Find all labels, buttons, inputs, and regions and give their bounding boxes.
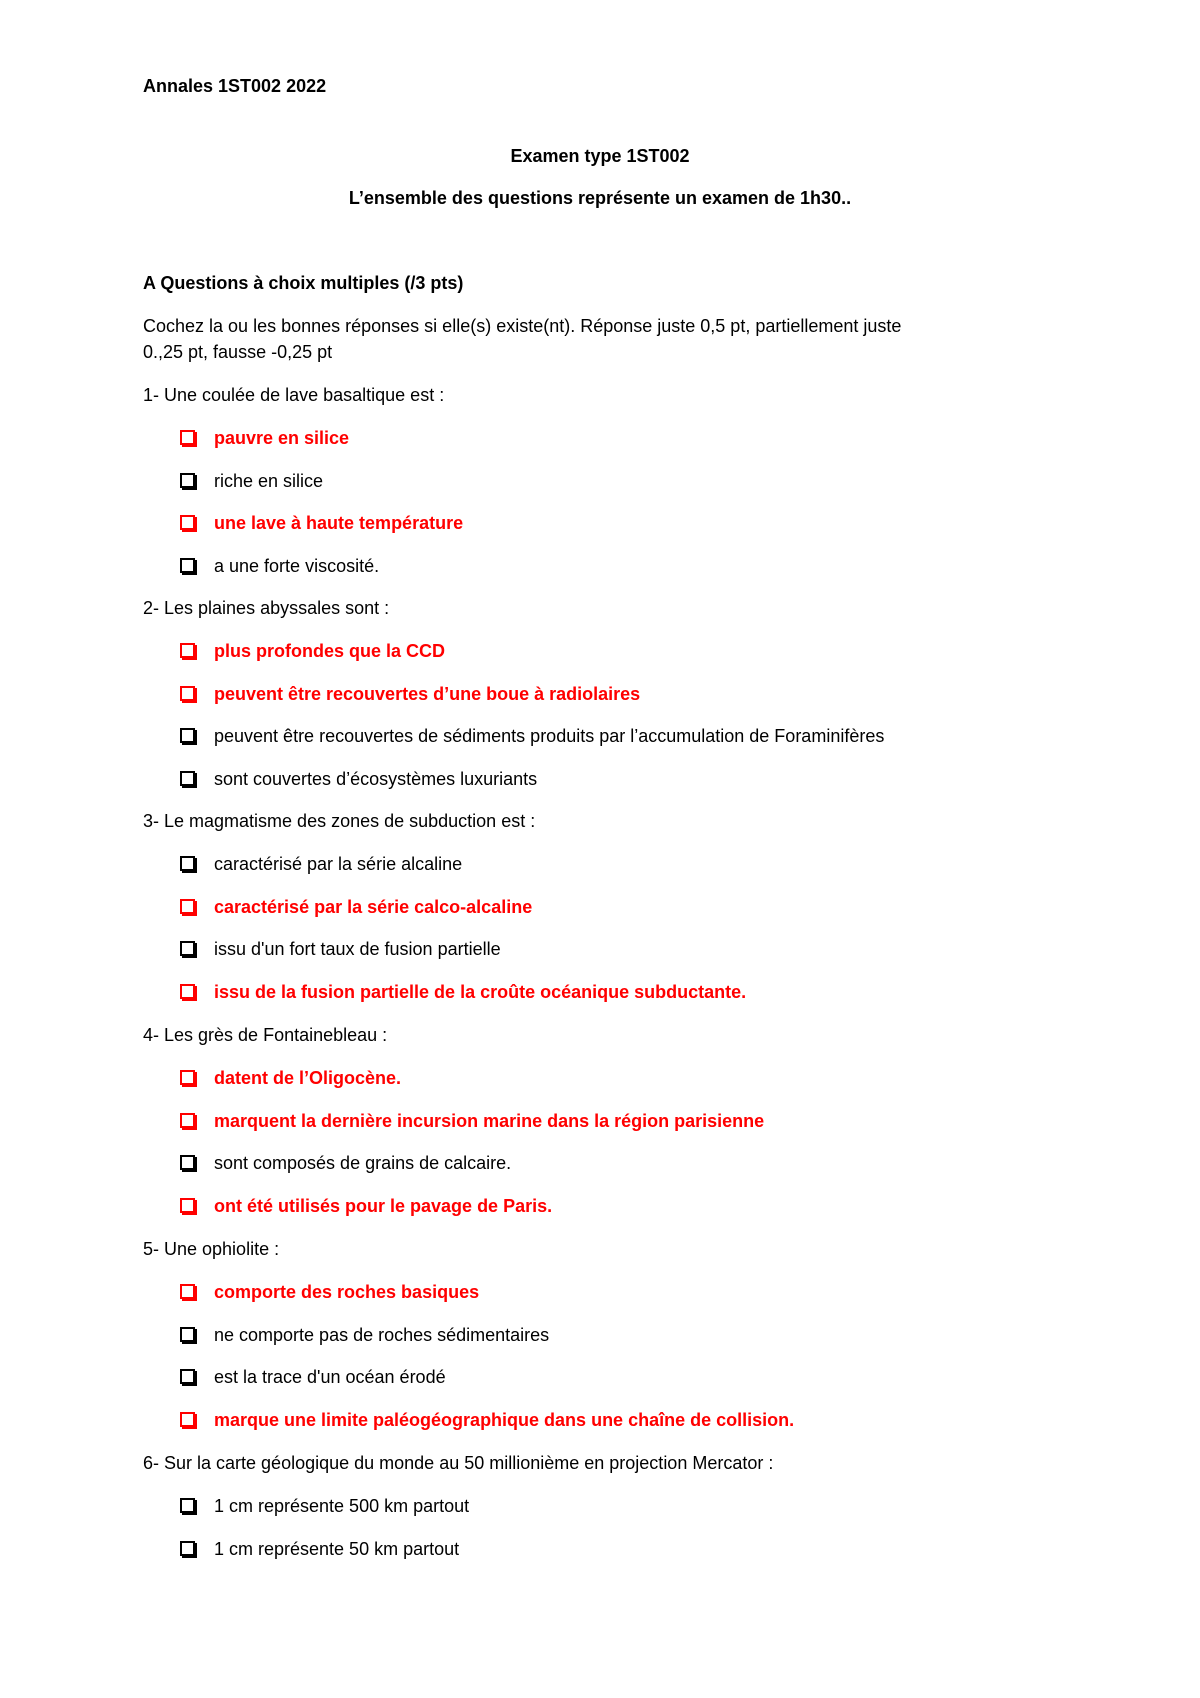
instructions-line-1: Cochez la ou les bonnes réponses si elle(s) existe(nt). Réponse juste 0,5 pt, partiellement juste: [143, 316, 902, 336]
question-6-label: 6- Sur la carte géologique du monde au 50 millionième en projection Mercator :: [143, 1453, 774, 1473]
question-6-option-1[interactable]: [180, 1493, 469, 1519]
option-text: datent de l’Oligocène.: [214, 1068, 402, 1088]
checkbox-icon[interactable]: [180, 899, 195, 914]
option-text: marque une limite paléogéographique dans une chaîne de collision.: [214, 1410, 795, 1430]
checkbox-icon[interactable]: [180, 1070, 195, 1085]
question-5-option-2[interactable]: [180, 1322, 549, 1348]
checkbox-icon[interactable]: [180, 1498, 195, 1513]
option-text: issu de la fusion partielle de la croûte océanique subductante.: [214, 982, 747, 1002]
question-2-label: 2- Les plaines abyssales sont :: [143, 598, 390, 618]
instructions-line-2: 0.,25 pt, fausse -0,25 pt: [143, 342, 333, 362]
question-3-option-3[interactable]: [180, 936, 501, 962]
question-5-option-1[interactable]: [180, 1279, 479, 1305]
exam-subtitle: L’ensemble des questions représente un examen de 1h30..: [348, 188, 852, 208]
checkbox-icon[interactable]: [180, 1198, 195, 1213]
option-text: ont été utilisés pour le pavage de Paris.: [214, 1196, 553, 1216]
option-text: peuvent être recouvertes de sédiments produits par l’accumulation de Foraminifères: [214, 726, 885, 746]
checkbox-icon[interactable]: [180, 515, 195, 530]
option-text: a une forte viscosité.: [214, 556, 380, 576]
question-1-option-1[interactable]: [180, 425, 349, 451]
option-text: caractérisé par la série calco-alcaline: [214, 897, 533, 917]
option-text: est la trace d'un océan érodé: [214, 1367, 446, 1387]
question-4-label: 4- Les grès de Fontainebleau :: [143, 1025, 388, 1045]
question-1-option-2[interactable]: [180, 468, 323, 494]
checkbox-icon[interactable]: [180, 1327, 195, 1342]
question-2-option-4[interactable]: [180, 766, 537, 792]
option-text: sont composés de grains de calcaire.: [214, 1153, 512, 1173]
option-text: une lave à haute température: [214, 513, 464, 533]
question-4-option-4[interactable]: [180, 1193, 552, 1219]
checkbox-icon[interactable]: [180, 558, 195, 573]
course-header: Annales 1ST002 2022: [143, 76, 327, 96]
checkbox-icon[interactable]: [180, 473, 195, 488]
checkbox-icon[interactable]: [180, 1155, 195, 1170]
question-3-option-2[interactable]: [180, 894, 532, 920]
checkbox-icon[interactable]: [180, 728, 195, 743]
question-4-option-3[interactable]: [180, 1150, 511, 1176]
option-text: sont couvertes d’écosystèmes luxuriants: [214, 769, 538, 789]
checkbox-icon[interactable]: [180, 984, 195, 999]
checkbox-icon[interactable]: [180, 941, 195, 956]
option-text: caractérisé par la série alcaline: [214, 854, 463, 874]
question-2-option-2[interactable]: [180, 681, 640, 707]
option-text: issu d'un fort taux de fusion partielle: [214, 939, 501, 959]
checkbox-icon[interactable]: [180, 686, 195, 701]
question-5-option-3[interactable]: [180, 1364, 446, 1390]
question-3-label: 3- Le magmatisme des zones de subduction est :: [143, 811, 536, 831]
question-4-option-2[interactable]: [180, 1108, 764, 1134]
checkbox-icon[interactable]: [180, 643, 195, 658]
option-text: ne comporte pas de roches sédimentaires: [214, 1325, 550, 1345]
option-text: 1 cm représente 50 km partout: [214, 1539, 460, 1559]
exam-title: Examen type 1ST002: [510, 146, 690, 166]
checkbox-icon[interactable]: [180, 430, 195, 445]
option-text: riche en silice: [214, 471, 324, 491]
checkbox-icon[interactable]: [180, 1284, 195, 1299]
question-1-label: 1- Une coulée de lave basaltique est :: [143, 385, 445, 405]
option-text: 1 cm représente 500 km partout: [214, 1496, 470, 1516]
question-2-option-3[interactable]: [180, 723, 884, 749]
question-5-option-4[interactable]: [180, 1407, 794, 1433]
checkbox-icon[interactable]: [180, 856, 195, 871]
question-1-option-4[interactable]: [180, 553, 379, 579]
question-6-option-2[interactable]: [180, 1536, 459, 1562]
checkbox-icon[interactable]: [180, 1412, 195, 1427]
section-title: A Questions à choix multiples (/3 pts): [143, 273, 464, 293]
checkbox-icon[interactable]: [180, 771, 195, 786]
question-4-option-1[interactable]: [180, 1065, 401, 1091]
question-3-option-4[interactable]: [180, 979, 746, 1005]
checkbox-icon[interactable]: [180, 1369, 195, 1384]
question-5-label: 5- Une ophiolite :: [143, 1239, 280, 1259]
question-2-option-1[interactable]: [180, 638, 445, 664]
option-text: comporte des roches basiques: [214, 1282, 480, 1302]
checkbox-icon[interactable]: [180, 1541, 195, 1556]
option-text: marquent la dernière incursion marine dans la région parisienne: [214, 1111, 765, 1131]
option-text: plus profondes que la CCD: [214, 641, 446, 661]
question-3-option-1[interactable]: [180, 851, 462, 877]
option-text: peuvent être recouvertes d’une boue à radiolaires: [214, 684, 641, 704]
question-1-option-3[interactable]: [180, 510, 463, 536]
checkbox-icon[interactable]: [180, 1113, 195, 1128]
option-text: pauvre en silice: [214, 428, 350, 448]
